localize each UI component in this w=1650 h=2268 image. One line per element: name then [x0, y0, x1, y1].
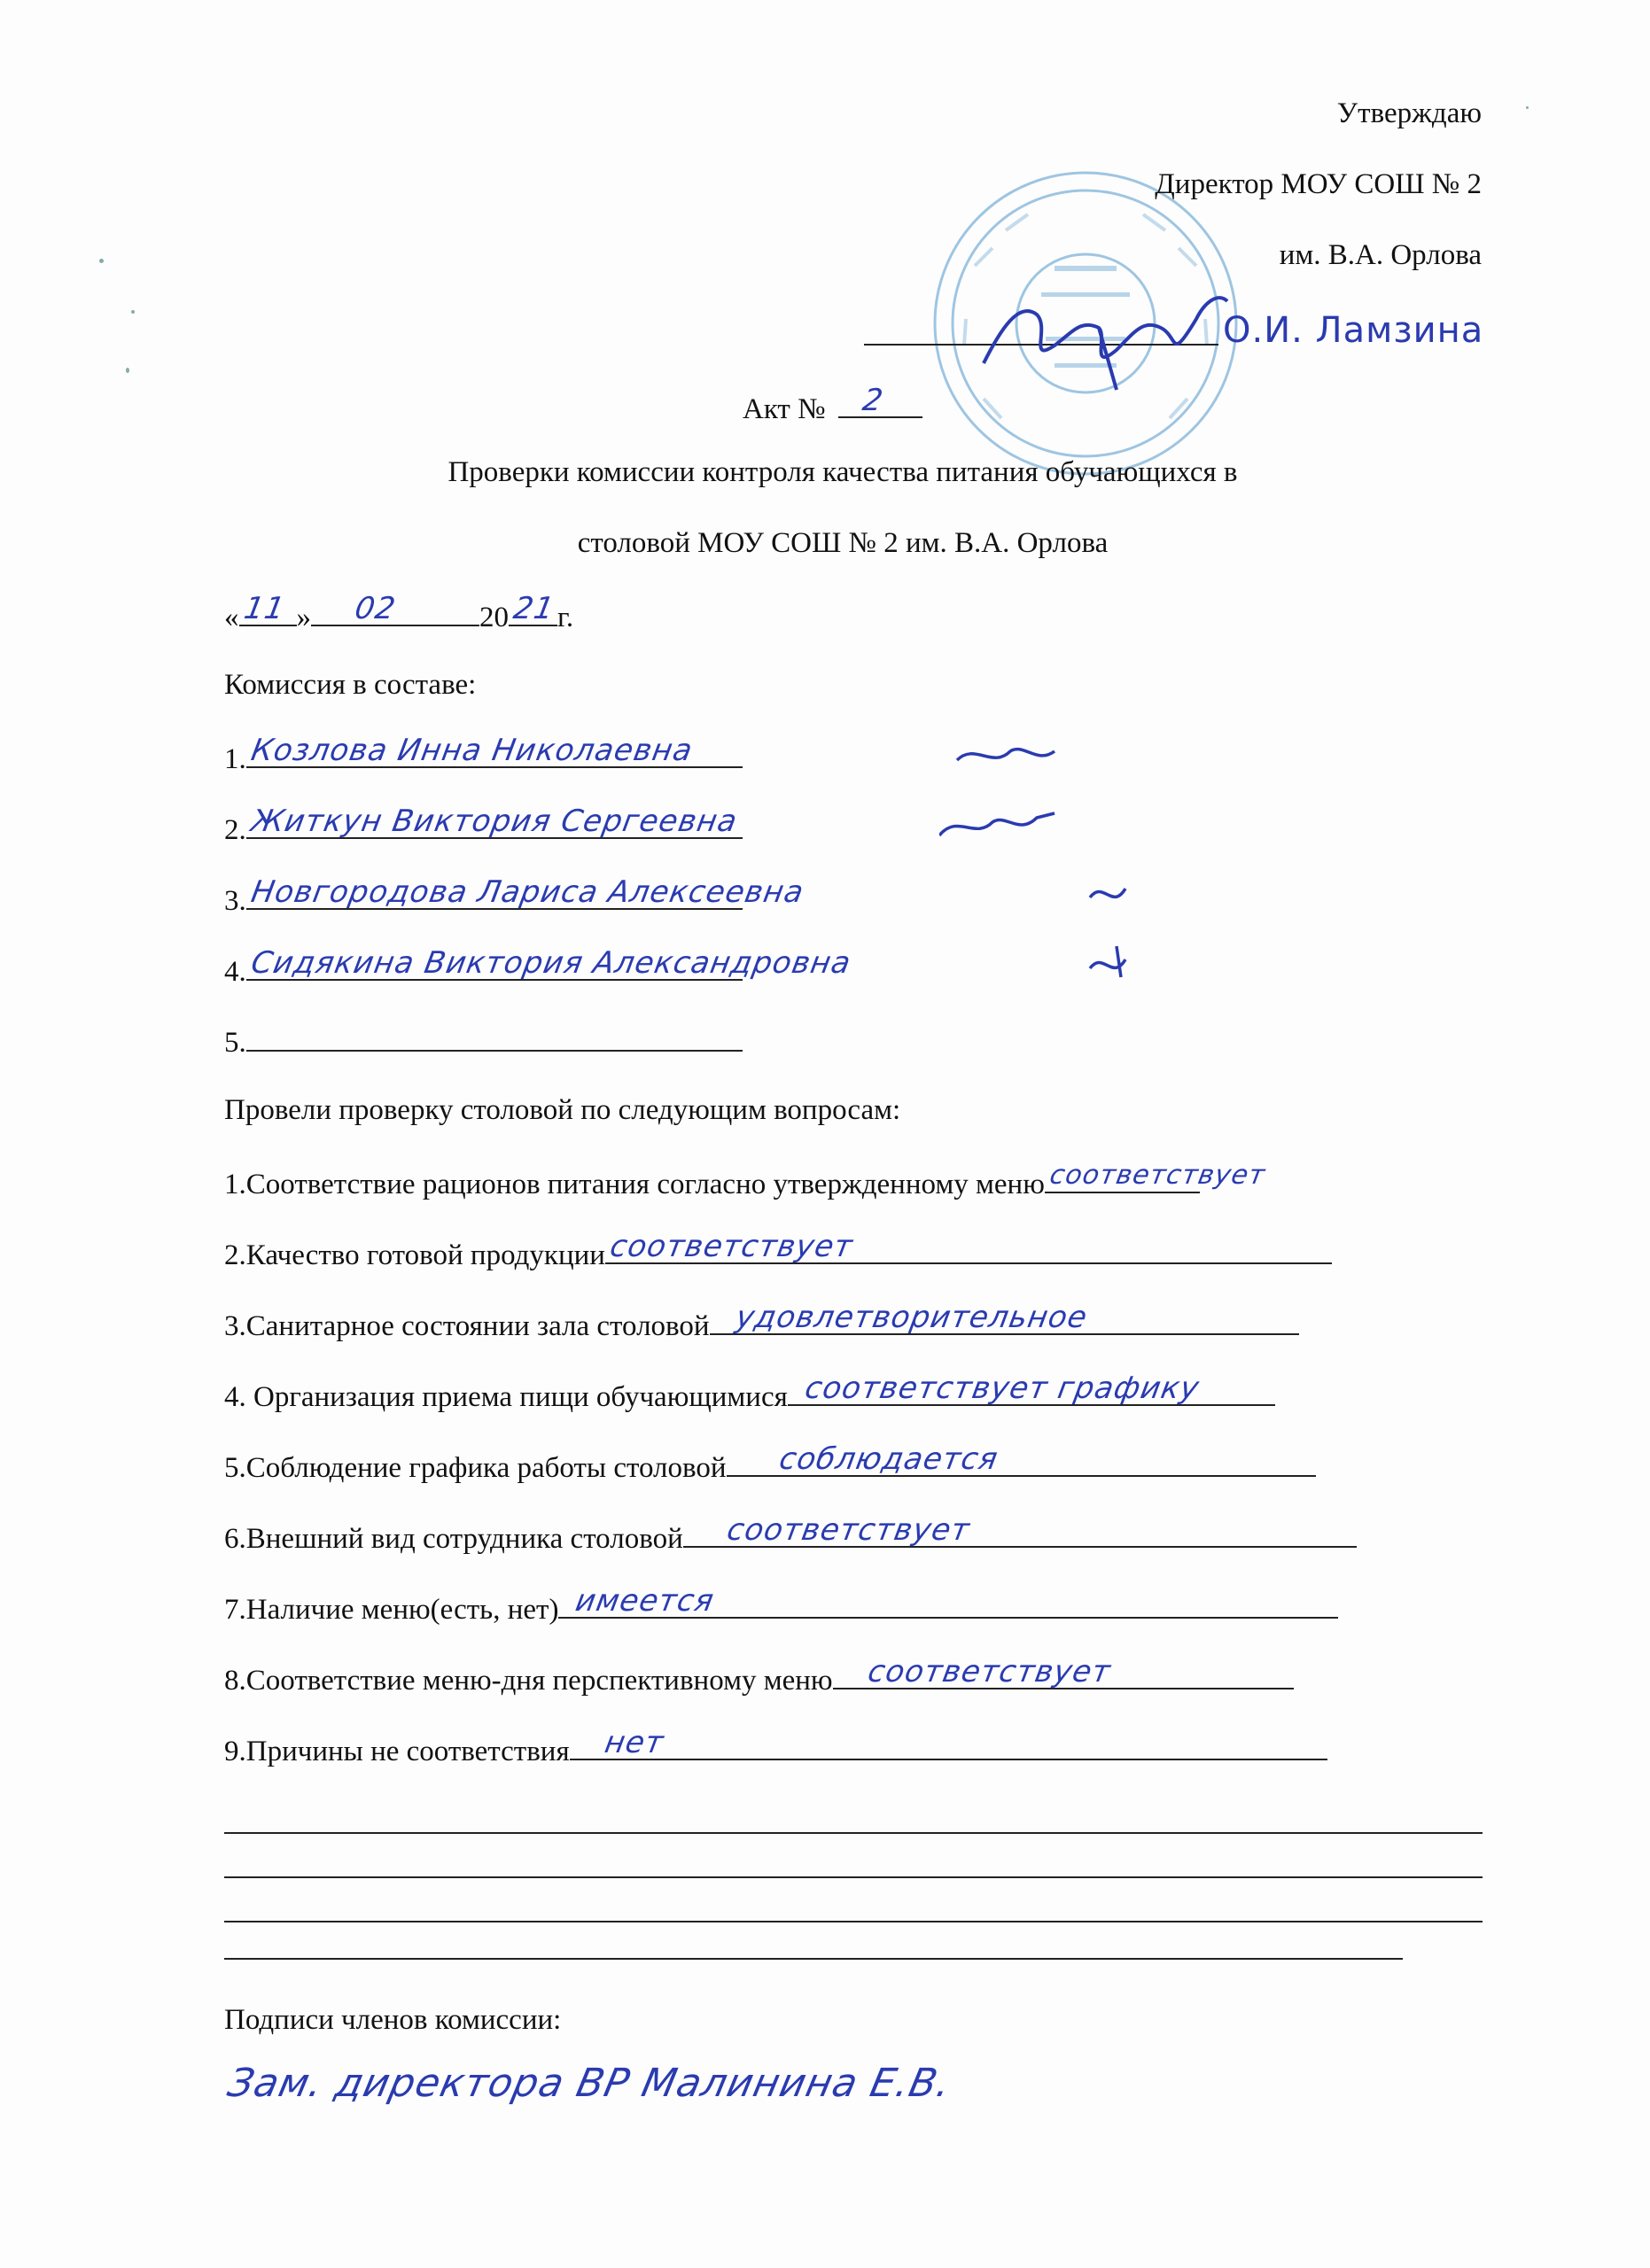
member-name-field — [246, 733, 743, 768]
question-text: 8.Соответствие меню-дня перспективному меню — [224, 1665, 833, 1697]
act-number-field — [838, 383, 922, 418]
answer-field — [605, 1229, 1332, 1264]
question-row — [224, 1300, 1299, 1344]
answer-field — [788, 1371, 1275, 1406]
answer-text: соответствует графику — [802, 1371, 1202, 1406]
school-name: им. В.А. Орлова — [1279, 239, 1482, 271]
signatures-label: Подписи членов комиссии: — [224, 2004, 562, 2036]
question-row — [224, 1229, 1332, 1273]
answer-text: соответствует — [724, 1512, 973, 1548]
commission-member — [224, 1021, 743, 1060]
answer-field — [727, 1441, 1316, 1477]
date-year-prefix: 20 — [479, 602, 509, 633]
member-name: Сидякина Виктория Александровна — [248, 945, 854, 981]
reason-blank-line — [224, 1958, 1403, 1960]
question-text: 9.Причины не соответствия — [224, 1736, 570, 1767]
scan-speck — [99, 259, 104, 263]
question-row — [224, 1654, 1294, 1698]
question-row — [224, 1725, 1327, 1769]
act-number: 2 — [860, 383, 887, 418]
question-row — [224, 1160, 1268, 1202]
question-text: 2.Качество готовой продукции — [224, 1239, 605, 1271]
act-subtitle-line2: столовой МОУ СОШ № 2 им. В.А. Орлова — [577, 527, 1109, 559]
member-number: 1. — [224, 743, 246, 775]
reason-blank-line — [224, 1832, 1483, 1834]
date-year-field — [509, 591, 557, 626]
act-title-prefix: Акт № — [743, 393, 826, 425]
answer-field — [683, 1512, 1357, 1548]
member-number: 5. — [224, 1027, 246, 1059]
scan-speck — [131, 310, 135, 314]
member-name: Новгородова Лариса Алексеевна — [248, 874, 807, 910]
commission-member — [224, 874, 807, 919]
answer-field — [1045, 1160, 1268, 1193]
questions-label: Провели проверку столовой по следующим вопросам: — [224, 1094, 901, 1126]
commission-member — [224, 804, 743, 848]
answer-text: удовлетворительное — [733, 1300, 1090, 1335]
answer-text: нет — [602, 1725, 667, 1760]
date-open-quote: « — [224, 602, 239, 633]
reason-blank-line — [224, 1921, 1483, 1922]
date-month-field — [311, 591, 479, 626]
answer-text: соответствует — [865, 1654, 1114, 1689]
question-text: 4. Организация приема пищи обучающимися — [224, 1381, 788, 1413]
signatures-handwritten: Зам. директора ВР Малинина Е.В. — [223, 2061, 956, 2106]
commission-member — [224, 945, 854, 990]
date-close-quote: » — [296, 602, 311, 633]
answer-text: соблюдается — [775, 1441, 1001, 1477]
act-title — [743, 383, 922, 427]
member-name-field — [246, 1021, 743, 1052]
date-month: 02 — [352, 591, 399, 626]
answer-text: имеется — [572, 1583, 718, 1619]
answer-field — [833, 1654, 1294, 1689]
member-number: 2. — [224, 814, 246, 846]
question-row — [224, 1371, 1275, 1415]
question-text: 7.Наличие меню(есть, нет) — [224, 1594, 559, 1626]
date-day: 11 — [240, 591, 288, 626]
scan-speck — [126, 368, 129, 373]
reason-blank-line — [224, 1876, 1483, 1878]
question-row — [224, 1512, 1357, 1557]
answer-field — [558, 1583, 1338, 1619]
question-text: 5.Соблюдение графика работы столовой — [224, 1452, 727, 1484]
question-text: 6.Внешний вид сотрудника столовой — [224, 1523, 683, 1555]
member-number: 3. — [224, 885, 246, 917]
director-name: О.И. Ламзина — [1223, 310, 1484, 351]
member-number: 4. — [224, 956, 246, 988]
date-day-field — [239, 591, 297, 626]
answer-text: соответствует — [1047, 1160, 1268, 1191]
date-suffix: г. — [557, 602, 574, 633]
act-subtitle-line1: Проверки комиссии контроля качества питания обучающихся в — [448, 456, 1238, 488]
member-signatures — [939, 725, 1134, 1026]
answer-text: соответствует — [607, 1229, 856, 1264]
member-name-field — [246, 804, 743, 839]
approve-label: Утверждаю — [1336, 97, 1482, 129]
commission-label: Комиссия в составе: — [224, 669, 477, 701]
director-line: Директор МОУ СОШ № 2 — [1155, 168, 1482, 200]
question-row — [224, 1583, 1338, 1627]
act-date — [224, 591, 574, 635]
commission-member — [224, 733, 743, 777]
answer-field — [710, 1300, 1299, 1335]
question-row — [224, 1441, 1316, 1486]
member-name-field — [246, 874, 807, 910]
member-name-field — [246, 945, 854, 981]
member-name: Козлова Инна Николаевна — [248, 733, 696, 768]
question-text: 3.Санитарное состоянии зала столовой — [224, 1310, 710, 1342]
scan-speck — [1526, 106, 1529, 109]
member-name: Житкун Виктория Сергеевна — [248, 804, 741, 839]
question-text: 1.Соответствие рационов питания согласно утвержденному меню — [224, 1169, 1045, 1200]
answer-field — [570, 1725, 1327, 1760]
director-signature — [966, 266, 1232, 399]
date-year-suffix: 21 — [510, 591, 557, 626]
